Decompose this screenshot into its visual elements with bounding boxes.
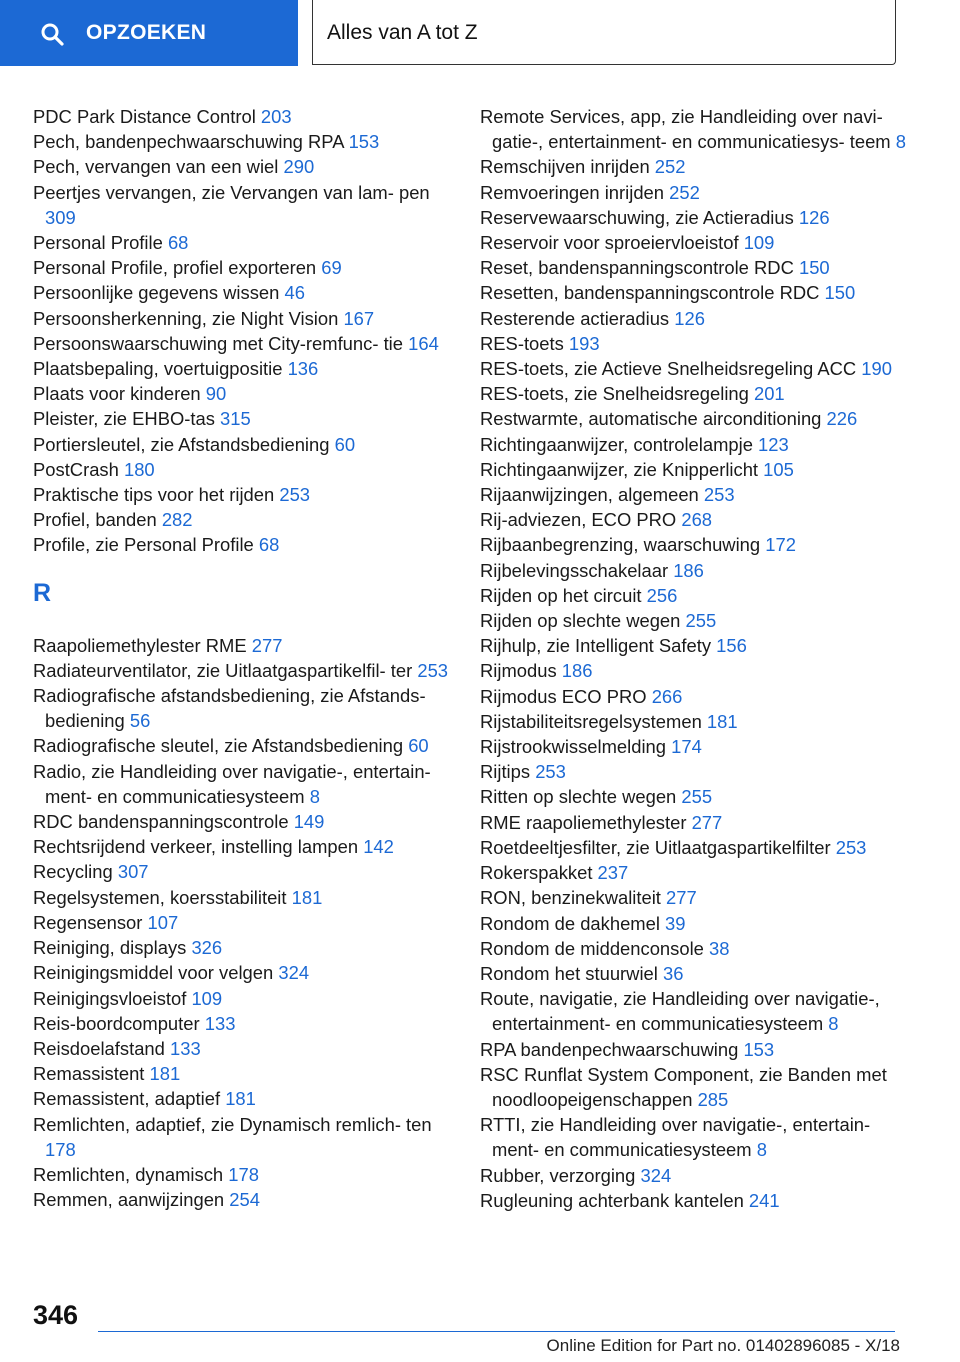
index-entry[interactable]: [33, 306, 463, 331]
index-entry[interactable]: [33, 809, 463, 834]
page-link[interactable]: 153: [743, 1038, 775, 1060]
entry-text: Rijhulp, zie Intelligent Safety: [480, 635, 717, 657]
index-entry[interactable]: [33, 960, 463, 985]
entry-text: Roetdeeltjesfilter, zie Uitlaatgaspartikelfilter: [480, 836, 836, 858]
index-entry[interactable]: [33, 507, 463, 532]
index-entry[interactable]: [33, 986, 463, 1011]
entry-text: Rondom het stuurwiel: [480, 962, 663, 984]
page-link[interactable]: 253: [417, 659, 449, 681]
page-link[interactable]: 324: [640, 1164, 672, 1186]
page-link[interactable]: 39: [665, 912, 686, 934]
entry-text: Remvoeringen inrijden: [480, 181, 670, 203]
index-entry[interactable]: [33, 230, 463, 255]
index-entry[interactable]: [480, 205, 920, 230]
index-entry[interactable]: [480, 986, 920, 1036]
entry-text: Persoonsherkenning, zie Night Vision: [33, 307, 344, 329]
index-entry[interactable]: [480, 154, 920, 179]
index-entry[interactable]: [480, 633, 920, 658]
page-link[interactable]: 290: [283, 156, 315, 178]
entry-text: Persoonswaarschuwing met City-remfunc‐ tie: [33, 332, 409, 354]
entry-list-p: [33, 104, 463, 558]
footer-divider: [98, 1331, 895, 1332]
index-entry[interactable]: [33, 885, 463, 910]
page-link[interactable]: 256: [646, 584, 678, 606]
page-link[interactable]: 277: [666, 887, 697, 909]
index-entry[interactable]: [480, 810, 920, 835]
entry-text: RES-toets, zie Snelheidsregeling: [480, 383, 754, 405]
entry-text: Personal Profile, profiel exporteren: [33, 257, 322, 279]
index-entry[interactable]: [33, 129, 463, 154]
index-entry[interactable]: [480, 911, 920, 936]
index-column-left: [33, 104, 463, 1212]
entry-text: Raapoliemethylester RME: [33, 634, 252, 656]
index-entry[interactable]: [480, 406, 920, 431]
entry-text: Peertjes vervangen, zie Vervangen van lam‐ pen: [33, 181, 430, 203]
page-link[interactable]: 68: [167, 232, 189, 254]
page-link[interactable]: 150: [824, 282, 856, 304]
page-link[interactable]: 164: [408, 332, 439, 354]
entry-text: Remlichten, adaptief, zie Dynamisch remlich‐ ten: [33, 1113, 432, 1135]
index-entry[interactable]: [480, 356, 920, 381]
page-link[interactable]: 255: [681, 786, 713, 808]
breadcrumb-label: Alles van A tot Z: [327, 21, 478, 44]
page-link[interactable]: 254: [229, 1189, 260, 1211]
index-entry[interactable]: [33, 1086, 463, 1111]
index-entry[interactable]: [33, 733, 463, 758]
page-link[interactable]: 172: [765, 534, 796, 556]
page-link[interactable]: 253: [535, 761, 566, 783]
index-entry[interactable]: [33, 759, 463, 809]
entry-text: Rondom de dakhemel: [480, 912, 666, 934]
index-entry[interactable]: [33, 1061, 463, 1086]
entry-text: RPA bandenpechwaarschuwing: [480, 1038, 744, 1060]
entry-text: Remmen, aanwijzingen: [33, 1189, 230, 1211]
entry-text: Rij-adviezen, ECO PRO: [480, 509, 682, 531]
page-link[interactable]: 181: [291, 886, 323, 908]
index-entry[interactable]: [480, 709, 920, 734]
index-entry[interactable]: [33, 482, 463, 507]
page-link[interactable]: 123: [758, 433, 789, 455]
index-entry[interactable]: [33, 1187, 463, 1212]
entry-text: Rubber, verzorging: [480, 1164, 641, 1186]
page-link[interactable]: 136: [287, 358, 319, 380]
page-link[interactable]: 268: [681, 509, 713, 531]
page-link[interactable]: 285: [697, 1088, 729, 1110]
entry-text: Reservewaarschuwing, zie Actieradius: [480, 206, 799, 228]
entry-text: Rondom de middenconsole: [480, 937, 710, 959]
index-entry[interactable]: [480, 558, 920, 583]
section-letter: R: [33, 578, 52, 607]
page-link[interactable]: 60: [408, 735, 429, 757]
entry-text: Portiersleutel, zie Afstandsbediening: [33, 433, 335, 455]
index-entry[interactable]: [33, 180, 463, 230]
entry-text: Rechtsrijdend verkeer, instelling lampen: [33, 836, 364, 858]
entry-text: Rijbelevingsschakelaar: [480, 559, 674, 581]
page-link[interactable]: 68: [258, 534, 280, 556]
page-link[interactable]: 326: [191, 937, 223, 959]
entry-text: Remassistent: [33, 1063, 150, 1085]
page-number: 346: [33, 1300, 79, 1330]
index-entry[interactable]: [33, 432, 463, 457]
page-link[interactable]: 309: [45, 206, 76, 228]
entry-text: Rijstabiliteitsregelsystemen: [480, 710, 707, 732]
index-entry[interactable]: [33, 683, 463, 733]
header-bar: [0, 0, 960, 66]
index-entry[interactable]: [480, 532, 920, 557]
page-link[interactable]: 109: [191, 987, 223, 1009]
index-entry[interactable]: [480, 860, 920, 885]
page-link[interactable]: 8: [309, 785, 320, 807]
index-entry[interactable]: [480, 583, 920, 608]
page-link[interactable]: 149: [293, 811, 325, 833]
page-link[interactable]: 174: [671, 736, 702, 758]
page-link[interactable]: 133: [204, 1012, 236, 1034]
entry-text: Rijaanwijzingen, algemeen: [480, 484, 704, 506]
entry-text: Praktische tips voor het rijden: [33, 484, 280, 506]
page-link[interactable]: 253: [703, 484, 735, 506]
index-entry[interactable]: [33, 154, 463, 179]
page-link[interactable]: 126: [798, 206, 830, 228]
entry-text: RON, benzinekwaliteit: [480, 887, 667, 909]
index-entry[interactable]: [480, 608, 920, 633]
entry-text: Radio, zie Handleiding over navigatie-, entertain‐ ment- en communicatiesysteem: [33, 760, 431, 807]
entry-text: Restwarmte, automatische airconditioning: [480, 408, 827, 430]
index-entry[interactable]: [33, 356, 463, 381]
entry-text: Reinigingsvloeistof: [33, 987, 192, 1009]
entry-text: Personal Profile: [33, 232, 168, 254]
entry-list-r: [33, 633, 463, 1213]
page-link[interactable]: 226: [826, 408, 858, 430]
entry-text: Richtingaanwijzer, zie Knipperlicht: [480, 458, 764, 480]
index-entry[interactable]: [480, 1112, 920, 1162]
index-entry[interactable]: [480, 104, 920, 154]
page-link[interactable]: 315: [220, 408, 251, 430]
page-link[interactable]: 167: [343, 307, 375, 329]
page-link[interactable]: 241: [748, 1189, 780, 1211]
index-entry[interactable]: [480, 482, 920, 507]
entry-text: Reis-boordcomputer: [33, 1012, 205, 1034]
page-link[interactable]: 252: [669, 181, 700, 203]
page-link[interactable]: 253: [835, 836, 867, 858]
index-entry[interactable]: [33, 104, 463, 129]
entry-text: RSC Runflat System Component, zie Banden met noodloopeigenschappen: [480, 1063, 887, 1110]
index-entry[interactable]: [480, 835, 920, 860]
page-link[interactable]: 255: [685, 610, 717, 632]
entry-text: Ritten op slechte wegen: [480, 786, 682, 808]
index-entry[interactable]: [480, 658, 920, 683]
search-button[interactable]: [0, 0, 298, 66]
entry-text: Remassistent, adaptief: [33, 1088, 226, 1110]
page-link[interactable]: 253: [279, 484, 311, 506]
entry-text: RES-toets: [480, 332, 569, 354]
entry-text: Profiel, banden: [33, 509, 162, 531]
entry-text: RDC bandenspanningscontrole: [33, 811, 294, 833]
page-link[interactable]: 90: [205, 383, 227, 405]
page-link[interactable]: 181: [225, 1088, 256, 1110]
page-link[interactable]: 266: [651, 685, 683, 707]
entry-text: Remschijven inrijden: [480, 156, 655, 178]
entry-text: Rijmodus ECO PRO: [480, 685, 652, 707]
entry-text: Rijden op het circuit: [480, 584, 647, 606]
page-link[interactable]: 324: [278, 962, 310, 984]
entry-text: Profile, zie Personal Profile: [33, 534, 259, 556]
page-link[interactable]: 277: [691, 811, 723, 833]
entry-text: Route, navigatie, zie Handleiding over navigatie-, entertainment- en communicatiesysteem: [480, 988, 880, 1035]
page-link[interactable]: 186: [673, 559, 704, 581]
index-entry[interactable]: [480, 331, 920, 356]
page-link[interactable]: 109: [743, 232, 775, 254]
edition-footer: Online Edition for Part no. 01402896085 - X/18: [546, 1336, 900, 1355]
entry-text: RES-toets, zie Actieve Snelheidsregeling ACC: [480, 358, 862, 380]
index-entry[interactable]: [33, 1036, 463, 1061]
page-link[interactable]: 190: [861, 358, 892, 380]
index-entry[interactable]: [480, 457, 920, 482]
index-entry[interactable]: [33, 457, 463, 482]
entry-text: Reiniging, displays: [33, 937, 192, 959]
entry-text: Radiografische sleutel, zie Afstandsbediening: [33, 735, 409, 757]
index-entry[interactable]: [480, 936, 920, 961]
entry-text: Rijstrookwisselmelding: [480, 736, 672, 758]
entry-text: PDC Park Distance Control: [33, 106, 261, 127]
page-link[interactable]: 8: [895, 131, 906, 153]
entry-text: PostCrash: [33, 458, 124, 480]
page-link[interactable]: 156: [716, 635, 747, 657]
page-link[interactable]: 36: [662, 962, 684, 984]
entry-text: Plaatsbepaling, voertuigpositie: [33, 358, 288, 380]
page-link[interactable]: 203: [260, 106, 292, 127]
page-link[interactable]: 69: [321, 257, 342, 279]
entry-text: Plaats voor kinderen: [33, 383, 206, 405]
page-link[interactable]: 8: [756, 1139, 767, 1161]
index-entry[interactable]: [480, 306, 920, 331]
index-entry[interactable]: [33, 859, 463, 884]
index-entry[interactable]: [480, 1037, 920, 1062]
page-link[interactable]: 193: [568, 332, 600, 354]
index-entry[interactable]: [33, 381, 463, 406]
index-entry[interactable]: [480, 180, 920, 205]
page-link[interactable]: 153: [348, 131, 380, 153]
index-entry[interactable]: [480, 1188, 920, 1213]
page-link[interactable]: 186: [561, 660, 593, 682]
entry-text: Remlichten, dynamisch: [33, 1163, 229, 1185]
index-entry[interactable]: [480, 1163, 920, 1188]
entry-text: Rugleuning achterbank kantelen: [480, 1189, 749, 1211]
index-entry[interactable]: [33, 255, 463, 280]
entry-text: Pech, bandenpechwaarschuwing RPA: [33, 131, 349, 153]
index-entry[interactable]: [480, 230, 920, 255]
index-entry[interactable]: [480, 784, 920, 809]
page-link[interactable]: 107: [147, 911, 179, 933]
index-entry[interactable]: [480, 255, 920, 280]
index-entry[interactable]: [480, 381, 920, 406]
entry-text: Resterende actieradius: [480, 307, 675, 329]
page-link[interactable]: 150: [798, 257, 830, 279]
entry-text: Pleister, zie EHBO-tas: [33, 408, 221, 430]
index-entry[interactable]: [480, 432, 920, 457]
index-entry[interactable]: [480, 759, 920, 784]
index-entry[interactable]: [33, 633, 463, 658]
page-link[interactable]: 38: [709, 937, 730, 959]
index-entry[interactable]: [33, 280, 463, 305]
entry-text: Remote Services, app, zie Handleiding over navi‐ gatie-, entertainment- en communicatiesys‐ teem: [480, 106, 896, 153]
entry-text: Resetten, bandenspanningscontrole RDC: [480, 282, 825, 304]
index-entry[interactable]: [33, 910, 463, 935]
index-entry[interactable]: [33, 331, 463, 356]
index-entry[interactable]: [480, 684, 920, 709]
index-entry[interactable]: [480, 280, 920, 305]
index-entry[interactable]: [480, 961, 920, 986]
index-entry[interactable]: [33, 935, 463, 960]
entry-text: Richtingaanwijzer, controlelampje: [480, 433, 759, 455]
page-link[interactable]: 201: [753, 383, 785, 405]
entry-text: RTTI, zie Handleiding over navigatie-, entertain‐ ment- en communicatiesysteem: [480, 1114, 871, 1161]
page-link[interactable]: 178: [45, 1138, 76, 1160]
page-link[interactable]: 181: [706, 710, 738, 732]
page-link[interactable]: 252: [654, 156, 686, 178]
entry-text: Reinigingsmiddel voor velgen: [33, 962, 279, 984]
entry-text: Radiografische afstandsbediening, zie Afstands‐ bediening: [33, 685, 426, 732]
page-link[interactable]: 178: [228, 1163, 259, 1185]
page-link[interactable]: 60: [334, 433, 356, 455]
index-entry[interactable]: [33, 1162, 463, 1187]
page-link[interactable]: 56: [129, 710, 151, 732]
page-link[interactable]: 46: [284, 282, 305, 304]
entry-text: Reservoir voor sproeiervloeistof: [480, 232, 744, 254]
breadcrumb[interactable]: [312, 0, 896, 65]
index-entry[interactable]: [480, 734, 920, 759]
search-icon: [40, 22, 64, 46]
index-entry[interactable]: [33, 1112, 463, 1162]
index-entry[interactable]: [33, 532, 463, 557]
entry-text: Reisdoelafstand: [33, 1037, 170, 1059]
index-entry[interactable]: [480, 1062, 920, 1112]
page-link[interactable]: 181: [149, 1063, 181, 1085]
entry-text: Reset, bandenspanningscontrole RDC: [480, 257, 799, 279]
index-entry[interactable]: [33, 1011, 463, 1036]
index-entry[interactable]: [480, 507, 920, 532]
entry-text: Rokerspakket: [480, 862, 598, 884]
entry-list-r-continued: [480, 104, 920, 1213]
index-entry[interactable]: [480, 885, 920, 910]
entry-text: Persoonlijke gegevens wissen: [33, 282, 285, 304]
index-column-right: [480, 104, 920, 1213]
index-entry[interactable]: [33, 658, 463, 683]
page-link[interactable]: 180: [123, 458, 155, 480]
page-link[interactable]: 8: [828, 1013, 839, 1035]
page-link[interactable]: 126: [674, 307, 705, 329]
entry-text: Rijmodus: [480, 660, 562, 682]
index-entry[interactable]: [33, 834, 463, 859]
entry-text: Regensensor: [33, 911, 148, 933]
entry-text: Radiateurventilator, zie Uitlaatgaspartikelfil‐ ter: [33, 659, 418, 681]
page-link[interactable]: 237: [597, 862, 629, 884]
index-entry[interactable]: [33, 406, 463, 431]
page-link[interactable]: 133: [170, 1037, 201, 1059]
entry-text: Rijden op slechte wegen: [480, 610, 686, 632]
page-link[interactable]: 105: [763, 458, 794, 480]
page-link[interactable]: 277: [251, 634, 283, 656]
entry-text: Recycling: [33, 861, 118, 883]
page-link[interactable]: 282: [161, 509, 193, 531]
page-link[interactable]: 142: [363, 836, 394, 858]
search-label: OPZOEKEN: [86, 21, 207, 44]
page-link[interactable]: 307: [117, 861, 149, 883]
entry-text: RME raapoliemethylester: [480, 811, 692, 833]
entry-text: Rijtips: [480, 761, 536, 783]
entry-text: Rijbaanbegrenzing, waarschuwing: [480, 534, 766, 556]
entry-text: Regelsystemen, koersstabiliteit: [33, 886, 292, 908]
entry-text: Pech, vervangen van een wiel: [33, 156, 284, 178]
